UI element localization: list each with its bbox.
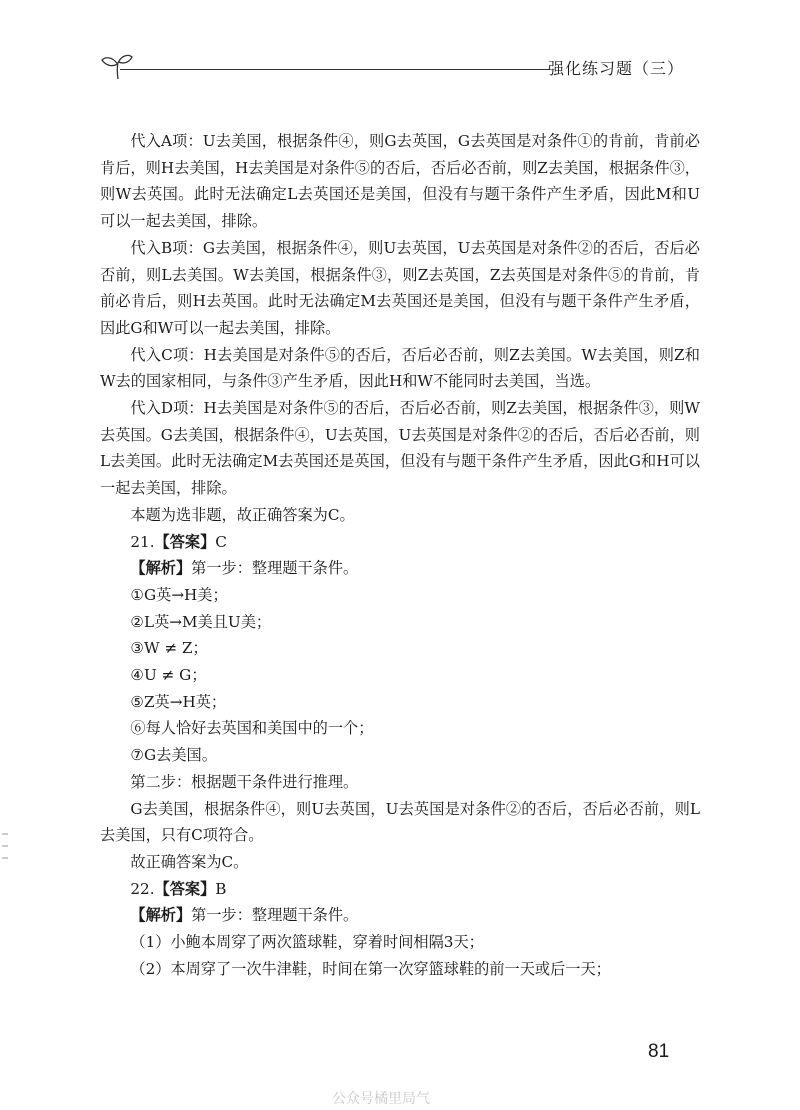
page-header	[100, 52, 700, 82]
q21-analysis-line	[100, 555, 700, 582]
paragraph-option-a: 代入A项：U去美国，根据条件④，则G去英国，G去英国是对条件①的肯前，肯前必肯后，则H去美国，H去美国是对条件⑤的否后，否后必否前，则Z去美国，根据条件③，则W去英国。此时无法确定L去英国还是美国，但没有与题干条件产生矛盾，因此M和U可以一起去美国，排除。	[100, 132, 700, 231]
q21-condition: ⑤Z英→H英；	[130, 692, 227, 711]
q22-analysis-tag: 【解析】	[130, 906, 192, 925]
q21-step1: 第一步：整理题干条件。	[191, 559, 359, 578]
sprout-icon	[100, 52, 134, 82]
q21-condition: ②L英→M美且U美；	[130, 612, 272, 631]
scan-edge-marks	[0, 832, 10, 862]
q21-answer: C	[215, 532, 227, 551]
q22-answer: B	[215, 879, 227, 898]
q22-analysis-line	[100, 902, 700, 929]
q21-reasoning: G去美国，根据条件④，则U去英国，U去英国是对条件②的否后，否后必否前，则L去美国，只有C项符合。	[100, 799, 700, 845]
q21-condition: ③W ≠ Z；	[130, 639, 208, 658]
paragraph-summary: 本题为选非题，故正确答案为C。	[130, 505, 355, 524]
q21-condition: ④U ≠ G；	[130, 666, 207, 685]
q22-number: 22.	[130, 879, 155, 898]
q21-number: 21.	[130, 532, 155, 551]
q22-condition: （2）本周穿了一次牛津鞋，时间在第一次穿篮球鞋的前一天或后一天；	[130, 959, 611, 978]
header-rule	[120, 69, 550, 70]
paragraph-option-d: 代入D项：H去美国是对条件⑤的否后，否后必否前，则Z去美国，根据条件③，则W去英国。G去美国，根据条件④，U去英国，U去英国是对条件②的否后，否后必否前，则L去美国。此时无法确定M去英国还是英国，但没有与题干条件产生矛盾，因此G和H可以一起去美国，排除。	[100, 399, 700, 498]
watermark: 公众号橘里局气	[332, 1090, 430, 1106]
q21-condition: ⑥每人恰好去英国和美国中的一个；	[130, 719, 374, 738]
q22-answer-tag: 【答案】	[154, 879, 216, 898]
q21-analysis-tag: 【解析】	[130, 559, 192, 578]
q21-step2: 第二步：根据题干条件进行推理。	[130, 772, 359, 791]
section-title: 强化练习题（三）	[547, 59, 684, 78]
q22-step1: 第一步：整理题干条件。	[191, 906, 359, 925]
q21-answer-line	[100, 529, 700, 556]
paragraph-option-b: 代入B项：G去美国，根据条件④，则U去英国，U去英国是对条件②的否后，否后必否前，则L去美国。W去美国，根据条件③，则Z去英国，Z去英国是对条件⑤的肯前，肯前必肯后，则H去英国。此时无法确定M去英国还是美国，但没有与题干条件产生矛盾，因此G和W可以一起去美国，排除。	[100, 238, 700, 337]
q21-conclusion: 故正确答案为C。	[130, 852, 249, 871]
q22-condition: （1）小鲍本周穿了两次篮球鞋，穿着时间相隔3天；	[130, 933, 484, 952]
page-number: 81	[648, 1041, 670, 1062]
q21-answer-tag: 【答案】	[154, 532, 216, 551]
q21-condition: ①G英→H美；	[130, 585, 228, 604]
paragraph-option-c: 代入C项：H去美国是对条件⑤的否后，否后必否前，则Z去美国。W去美国，则Z和W去的国家相同，与条件③产生矛盾，因此H和W不能同时去美国，当选。	[100, 345, 700, 391]
q21-condition: ⑦G去美国。	[130, 746, 217, 765]
page-content	[100, 128, 700, 983]
q22-answer-line	[100, 876, 700, 903]
